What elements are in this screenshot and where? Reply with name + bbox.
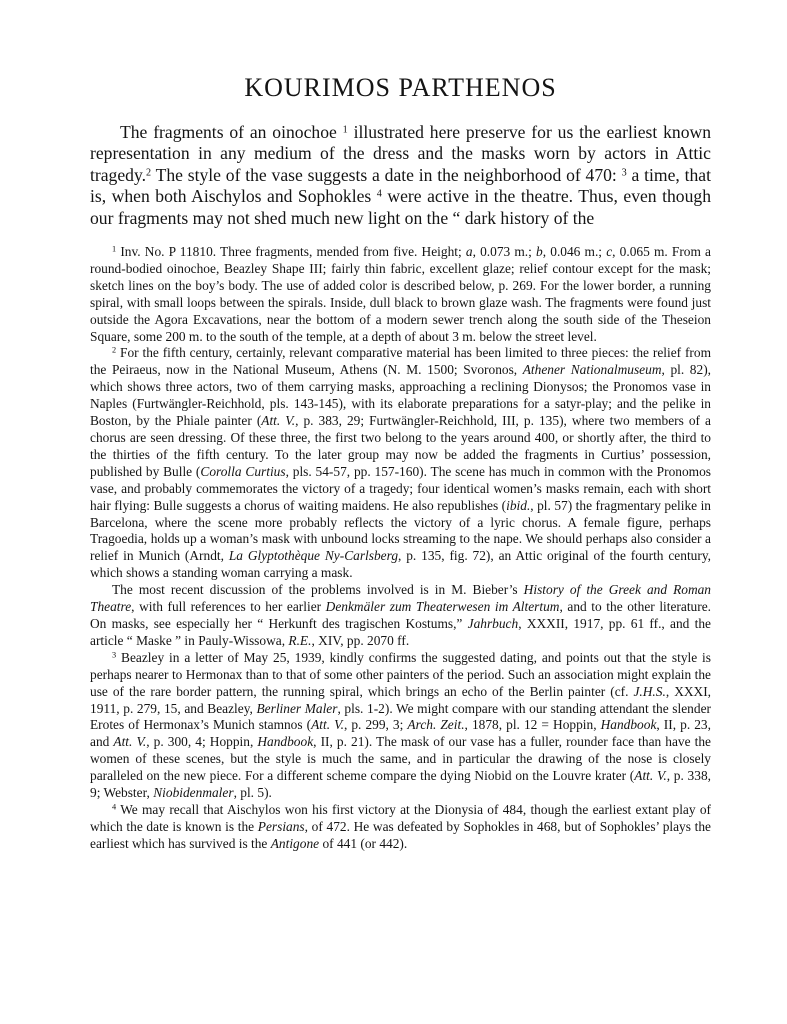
text-run: The style of the vase suggests a date in the neighborhood of 470: <box>151 164 622 185</box>
text-run: , XXXII, 1917, pp. 61 ff., and the article “ Maske ” in Pauly-Wissowa, <box>90 615 711 648</box>
text-run: , p. 299, 3; <box>343 717 408 733</box>
text-run: , pls. 1-2). We might compare with our standing attendant the slender Erotes of Hermonax’s Munich stamnos ( <box>90 700 711 733</box>
text-run: , of 472. He was defeated by Sophokles in 468, but of Sophokles’ plays the earliest which has survived is the <box>90 818 711 851</box>
italic-citation: Arch. Zeit. <box>407 717 465 733</box>
text-run: illustrated here preserve for us the earliest known representation in any medium of the dress and the masks worn by actors in Attic tragedy. <box>90 122 711 185</box>
footnote-ref: 2 <box>112 345 117 355</box>
italic-citation: La Glyptothèque Ny-Carlsberg <box>228 548 399 564</box>
footnote-ref: 1 <box>112 244 117 254</box>
italic-citation: Handbook <box>257 734 314 750</box>
italic-citation: Athener Nationalmuseum <box>522 362 662 378</box>
italic-citation: Corolla Curtius <box>200 463 286 479</box>
italic-citation: Att. V. <box>261 413 296 429</box>
italic-citation: c <box>606 244 613 260</box>
italic-citation: Antigone <box>270 835 320 851</box>
footnote-ref: 3 <box>112 650 117 660</box>
text-run: , 0.065 m. From a round-bodied oinochoe, Beazley Shape III; fairly thin fabric, excellent glaze; relief contour except for the mask; sketch lines on the boy’s body. The use of added color is described below, p. 269. For the lower border, a running spiral, with small loops between the spirals. Inside, dull black to brown glaze wash. The fragments were found just outside the Agora Excavations, near the bottom of a modern sewer trench along the south side of the Theseion Square, some 200 m. to the south of the temple, at a depth of about 3 m. below the street level. <box>90 244 711 344</box>
text-run: , p. 135, fig. 72), an Attic original of the fourth century, which shows a standing woman carrying a mask. <box>90 548 711 581</box>
text-run: Beazley in a letter of May 25, 1939, kindly confirms the suggested dating, and points out that the style is perhaps nearer to Hermonax than to that of some other painters of the period. Such an association might explain the use of the rare border pattern, the running spiral, which brings an echo of the Berlin painter (cf. <box>90 649 711 699</box>
text-run: , p. 383, 29; Furtwängler-Reichhold, III, p. 135), where two members of a chorus are seen dressing. Of these three, the first two belong to the years around 400, or shortly after, the third to the thirties of the fifth century. To the later group may now be added the fragments in Curtius’ possession, published by Bulle ( <box>90 413 711 479</box>
text-run: For the fifth century, certainly, relevant comparative material has been limited to three pieces: the relief from the Peiraeus, now in the National Museum, Athens (N. M. 1500; Svoronos, <box>90 345 711 378</box>
text-run: of 441 (or 442). <box>319 835 408 851</box>
italic-citation: Denkmäler zum Theaterwesen im Altertum <box>325 599 560 615</box>
text-run: , 1878, pl. 12 = Hoppin, <box>464 717 601 733</box>
italic-citation: Handbook <box>600 717 657 733</box>
text-run: were active in the theatre. Thus, even though our fragments may not shed much new light on the “ dark history of the <box>90 186 711 228</box>
text-run: , XIV, pp. 2070 ff. <box>311 632 410 648</box>
text-run: , pl. 57) the fragmentary pelike in Barcelona, where the scene more probably reflects the victory of a lyric chorus. A female figure, perhaps Tragoedia, holds up a woman’s mask with unbound locks streaming to the nape. We should perhaps also consider a relief in Munich (Arndt, <box>90 497 711 564</box>
footnote-1 <box>90 244 711 345</box>
italic-citation: Berliner Maler <box>256 700 338 716</box>
article-title: KOURIMOS PARTHENOS <box>244 73 557 102</box>
footnote-ref: 2 <box>146 167 152 179</box>
footnote-2 <box>90 345 711 582</box>
text-run: , p. 338, 9; Webster, <box>90 768 711 801</box>
italic-citation: ibid. <box>506 497 531 513</box>
italic-citation: Jahrbuch <box>467 615 519 631</box>
text-run: , pls. 54-57, pp. 157-160). The scene has much in common with the Pronomos vase, and probably commemorates the victory of a tragedy; four identical women’s masks remain, each with short hair flying: Bulle suggests a chorus of waiting maidens. He also republishes ( <box>90 463 711 513</box>
text-run: Inv. No. P 11810. Three fragments, mended from five. Height; <box>116 244 466 260</box>
text-run: , 0.046 m.; <box>542 244 607 260</box>
footnote-4 <box>90 802 711 853</box>
footnote-3 <box>90 650 711 802</box>
text-run: , pl. 5). <box>233 785 272 801</box>
italic-citation: R.E. <box>288 632 312 648</box>
text-run: , II, p. 21). The mask of our vase has a fuller, rounder face than have the women of these scenes, but the style is much the same, and in particular the drawing of the nose is closely paralleled on the new piece. For a different scheme compare the dying Niobid on the Louvre krater ( <box>90 734 711 784</box>
footnote-ref: 4 <box>112 802 117 812</box>
text-run: a time, that is, when both Aischylos and Sophokles <box>90 164 711 207</box>
italic-citation: Niobidenmaler <box>153 785 234 801</box>
text-run: , and to the other literature. On masks, see especially her “ Herkunft des tragischen Kostums,” <box>90 599 711 631</box>
text-run: , with full references to her earlier <box>131 599 326 615</box>
footnote-ref: 4 <box>376 188 382 200</box>
italic-citation: b <box>536 244 543 260</box>
italic-citation: a <box>465 244 473 260</box>
text-run: We may recall that Aischylos won his first victory at the Dionysia of 484, though the earliest extant play of which the date is known is the <box>90 801 711 834</box>
italic-citation: Att. V. <box>311 717 344 733</box>
footnote-ref: 1 <box>342 124 348 136</box>
text-run: , 0.073 m.; <box>472 244 537 260</box>
body-paragraph <box>90 122 711 229</box>
footnote-2-continued <box>90 582 711 650</box>
text-run: The most recent discussion of the problems involved is in M. Bieber’s <box>112 582 524 598</box>
italic-citation: History of the Greek and Roman Theatre <box>90 582 712 615</box>
text-run: , p. 300, 4; Hoppin, <box>146 734 258 750</box>
text-run: , XXXI, 1911, p. 279, 15, and Beazley, <box>90 683 712 716</box>
italic-citation: Att. V. <box>634 768 667 784</box>
italic-citation: Persians <box>257 818 305 834</box>
text-run: , II, p. 23, and <box>90 717 711 750</box>
italic-citation: J.H.S. <box>633 683 666 699</box>
footnote-ref: 3 <box>621 167 627 179</box>
footnotes <box>90 244 711 853</box>
italic-citation: Att. V. <box>113 734 147 750</box>
text-run: , pl. 82), which shows three actors, two of them carrying masks, approaching a reclining Dionysos; the Pronomos vase in Naples (Furtwängler-Reichhold, pls. 143-145), with its elaborate preparations for a satyr-play; and the pelike in Boston, by the Phiale painter ( <box>90 362 711 429</box>
text-run: The fragments of an oinochoe <box>120 122 343 142</box>
